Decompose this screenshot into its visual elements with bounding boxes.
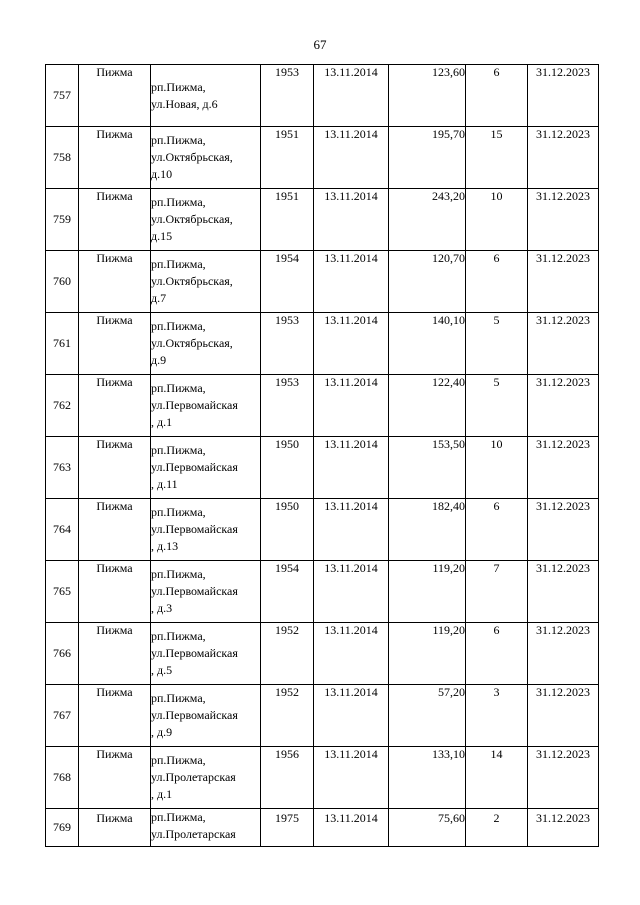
deadline-cell: 31.12.2023 [528, 623, 599, 685]
build-year-cell: 1954 [261, 561, 314, 623]
area-cell: 119,20 [389, 561, 466, 623]
area-cell: 75,60 [389, 809, 466, 847]
area-cell: 123,60 [389, 65, 466, 127]
build-year-cell: 1954 [261, 251, 314, 313]
residents-count-cell: 6 [466, 65, 528, 127]
row-number-cell: 768 [46, 747, 79, 809]
area-cell: 182,40 [389, 499, 466, 561]
build-year-cell: 1953 [261, 375, 314, 437]
table-row [46, 499, 599, 561]
residents-count-cell: 10 [466, 437, 528, 499]
area-cell: 133,10 [389, 747, 466, 809]
table-body [46, 65, 599, 847]
recognition-date-cell: 13.11.2014 [314, 685, 389, 747]
residents-count-cell: 2 [466, 809, 528, 847]
table-row [46, 809, 599, 847]
area-cell: 140,10 [389, 313, 466, 375]
build-year-cell: 1953 [261, 65, 314, 127]
settlement-cell: Пижма [79, 747, 151, 809]
residents-count-cell: 15 [466, 127, 528, 189]
deadline-cell: 31.12.2023 [528, 499, 599, 561]
address-cell: рп.Пижма, ул.Первомайская , д.5 [151, 623, 261, 685]
recognition-date-cell: 13.11.2014 [314, 747, 389, 809]
settlement-cell: Пижма [79, 685, 151, 747]
area-cell: 120,70 [389, 251, 466, 313]
recognition-date-cell: 13.11.2014 [314, 623, 389, 685]
recognition-date-cell: 13.11.2014 [314, 561, 389, 623]
deadline-cell: 31.12.2023 [528, 65, 599, 127]
build-year-cell: 1953 [261, 313, 314, 375]
residents-count-cell: 6 [466, 251, 528, 313]
row-number-cell: 760 [46, 251, 79, 313]
table-row [46, 437, 599, 499]
recognition-date-cell: 13.11.2014 [314, 809, 389, 847]
table-row [46, 65, 599, 127]
deadline-cell: 31.12.2023 [528, 313, 599, 375]
residents-count-cell: 14 [466, 747, 528, 809]
area-cell: 243,20 [389, 189, 466, 251]
deadline-cell: 31.12.2023 [528, 437, 599, 499]
table-row [46, 561, 599, 623]
table-row [46, 313, 599, 375]
row-number-cell: 757 [46, 65, 79, 127]
address-cell: рп.Пижма, ул.Первомайская , д.3 [151, 561, 261, 623]
address-cell: рп.Пижма, ул.Пролетарская , д.1 [151, 747, 261, 809]
residents-count-cell: 5 [466, 375, 528, 437]
build-year-cell: 1951 [261, 189, 314, 251]
recognition-date-cell: 13.11.2014 [314, 251, 389, 313]
settlement-cell: Пижма [79, 437, 151, 499]
deadline-cell: 31.12.2023 [528, 127, 599, 189]
row-number-cell: 759 [46, 189, 79, 251]
area-cell: 153,50 [389, 437, 466, 499]
settlement-cell: Пижма [79, 313, 151, 375]
build-year-cell: 1950 [261, 499, 314, 561]
row-number-cell: 764 [46, 499, 79, 561]
address-cell: рп.Пижма, ул.Октябрьская, д.15 [151, 189, 261, 251]
recognition-date-cell: 13.11.2014 [314, 65, 389, 127]
area-cell: 195,70 [389, 127, 466, 189]
build-year-cell: 1952 [261, 685, 314, 747]
recognition-date-cell: 13.11.2014 [314, 437, 389, 499]
row-number-cell: 769 [46, 809, 79, 847]
row-number-cell: 762 [46, 375, 79, 437]
address-cell: рп.Пижма, ул.Пролетарская [151, 809, 261, 847]
build-year-cell: 1975 [261, 809, 314, 847]
row-number-cell: 766 [46, 623, 79, 685]
settlement-cell: Пижма [79, 623, 151, 685]
table-row [46, 127, 599, 189]
area-cell: 122,40 [389, 375, 466, 437]
deadline-cell: 31.12.2023 [528, 189, 599, 251]
address-cell: рп.Пижма, ул.Октябрьская, д.10 [151, 127, 261, 189]
settlement-cell: Пижма [79, 375, 151, 437]
area-cell: 119,20 [389, 623, 466, 685]
address-cell: рп.Пижма, ул.Первомайская , д.11 [151, 437, 261, 499]
recognition-date-cell: 13.11.2014 [314, 499, 389, 561]
table-row [46, 375, 599, 437]
address-cell: рп.Пижма, ул.Новая, д.6 [151, 65, 261, 127]
recognition-date-cell: 13.11.2014 [314, 127, 389, 189]
settlement-cell: Пижма [79, 189, 151, 251]
row-number-cell: 758 [46, 127, 79, 189]
address-cell: рп.Пижма, ул.Октябрьская, д.7 [151, 251, 261, 313]
housing-registry-table [45, 64, 599, 847]
residents-count-cell: 7 [466, 561, 528, 623]
settlement-cell: Пижма [79, 499, 151, 561]
area-cell: 57,20 [389, 685, 466, 747]
address-cell: рп.Пижма, ул.Первомайская , д.13 [151, 499, 261, 561]
table-row [46, 623, 599, 685]
table-row [46, 251, 599, 313]
recognition-date-cell: 13.11.2014 [314, 375, 389, 437]
residents-count-cell: 3 [466, 685, 528, 747]
residents-count-cell: 6 [466, 623, 528, 685]
row-number-cell: 767 [46, 685, 79, 747]
deadline-cell: 31.12.2023 [528, 809, 599, 847]
settlement-cell: Пижма [79, 251, 151, 313]
deadline-cell: 31.12.2023 [528, 747, 599, 809]
recognition-date-cell: 13.11.2014 [314, 189, 389, 251]
build-year-cell: 1950 [261, 437, 314, 499]
settlement-cell: Пижма [79, 809, 151, 847]
row-number-cell: 763 [46, 437, 79, 499]
deadline-cell: 31.12.2023 [528, 561, 599, 623]
residents-count-cell: 10 [466, 189, 528, 251]
address-cell: рп.Пижма, ул.Первомайская , д.1 [151, 375, 261, 437]
build-year-cell: 1952 [261, 623, 314, 685]
residents-count-cell: 6 [466, 499, 528, 561]
settlement-cell: Пижма [79, 561, 151, 623]
row-number-cell: 765 [46, 561, 79, 623]
table-row [46, 747, 599, 809]
table-row [46, 685, 599, 747]
address-cell: рп.Пижма, ул.Первомайская , д.9 [151, 685, 261, 747]
table-row [46, 189, 599, 251]
settlement-cell: Пижма [79, 127, 151, 189]
deadline-cell: 31.12.2023 [528, 375, 599, 437]
build-year-cell: 1951 [261, 127, 314, 189]
settlement-cell: Пижма [79, 65, 151, 127]
build-year-cell: 1956 [261, 747, 314, 809]
deadline-cell: 31.12.2023 [528, 251, 599, 313]
recognition-date-cell: 13.11.2014 [314, 313, 389, 375]
row-number-cell: 761 [46, 313, 79, 375]
deadline-cell: 31.12.2023 [528, 685, 599, 747]
page-number: 67 [313, 37, 327, 52]
address-cell: рп.Пижма, ул.Октябрьская, д.9 [151, 313, 261, 375]
residents-count-cell: 5 [466, 313, 528, 375]
